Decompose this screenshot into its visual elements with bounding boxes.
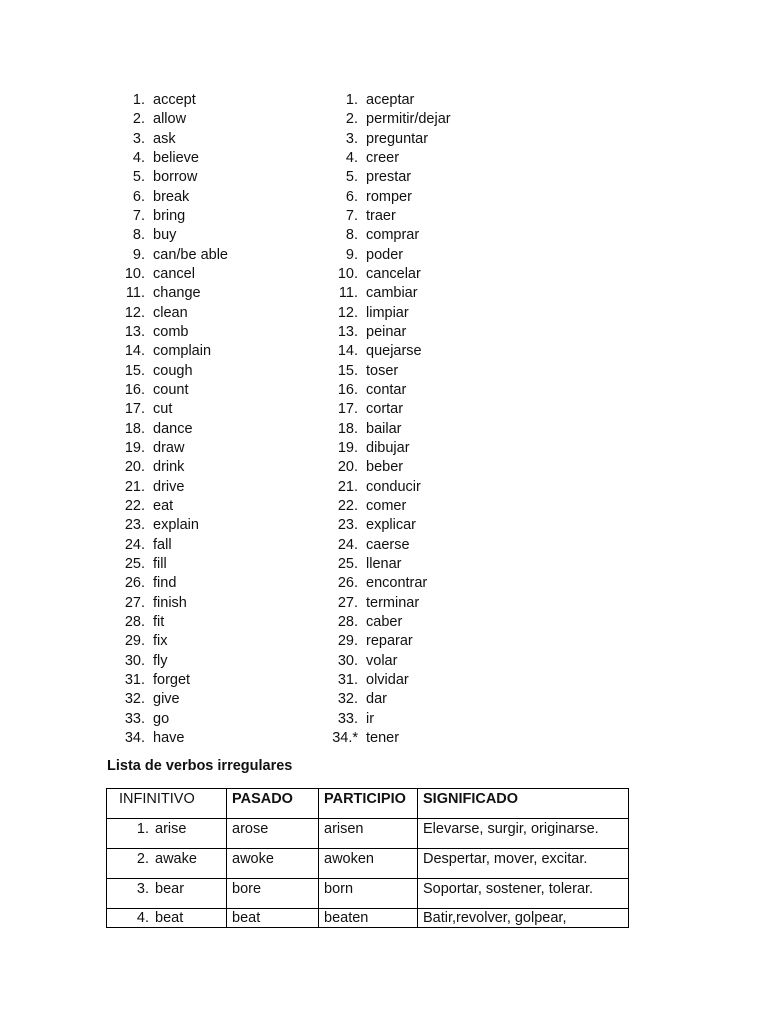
participle-cell: awoken (319, 849, 418, 879)
list-item-number: 4. (345, 149, 358, 166)
list-item-word: quejarse (366, 343, 422, 360)
list-item-number: 32. (124, 691, 145, 708)
header-past: PASADO (227, 789, 319, 819)
infinitive-word: bear (155, 881, 185, 897)
list-item-number: 29. (337, 633, 358, 650)
list-item-number: 27. (124, 594, 145, 611)
list-item-number: 24. (124, 536, 145, 553)
meaning-cell: Despertar, mover, excitar. (418, 849, 629, 879)
list-item-word: aceptar (366, 92, 415, 108)
list-item-number: 6. (345, 188, 358, 205)
list-item-number: 29. (124, 633, 145, 650)
infinitive-number: 1. (136, 821, 149, 837)
list-item-number: 24. (337, 536, 358, 553)
list-item-number: 2. (345, 111, 358, 128)
list-item-word: go (153, 710, 170, 727)
list-item-word: dar (366, 691, 387, 708)
participle-cell: born (319, 879, 418, 909)
list-item-word: fly (153, 652, 168, 669)
infinitive-word: beat (155, 910, 184, 926)
list-item-number: 8. (132, 227, 145, 244)
infinitive-cell (107, 879, 227, 909)
list-item-word: prestar (366, 169, 412, 186)
list-item-number: 5. (345, 169, 358, 186)
list-item-number: 10. (124, 265, 145, 282)
list-item-word: clean (153, 304, 188, 321)
table-row (107, 909, 629, 928)
meaning-cell: Batir,revolver, golpear, (418, 909, 629, 928)
list-item-number: 4. (132, 149, 145, 166)
list-item-number: 18. (337, 420, 358, 437)
past-cell: beat (227, 909, 319, 928)
list-item-word: caerse (366, 536, 410, 553)
list-item-word: cancel (153, 265, 195, 282)
list-item-number: 30. (124, 652, 145, 669)
list-item-number: 27. (337, 594, 358, 611)
list-item-number: 9. (132, 246, 145, 263)
past-cell: arose (227, 819, 319, 849)
list-item-number: 1. (132, 92, 145, 108)
list-item-number: 22. (337, 497, 358, 514)
irregular-verbs-table (106, 788, 629, 928)
list-item-number: 16. (124, 381, 145, 398)
participle-cell: beaten (319, 909, 418, 928)
list-item-word: cambiar (366, 285, 418, 302)
list-item-word: permitir/dejar (366, 111, 451, 128)
list-item-number: 26. (124, 575, 145, 592)
list-item-number: 10. (337, 265, 358, 282)
list-item-number: 14. (124, 343, 145, 360)
past-cell: bore (227, 879, 319, 909)
list-item-word: find (153, 575, 177, 592)
table-header-row (107, 789, 629, 819)
list-item-word: change (153, 285, 201, 302)
list-item-number: 6. (132, 188, 145, 205)
list-item-word: count (153, 381, 189, 398)
list-item-number: 34.* (332, 729, 358, 746)
list-item-number: 1. (345, 92, 358, 108)
list-item-word: terminar (366, 594, 420, 611)
list-item-number: 26. (337, 575, 358, 592)
infinitive-cell (107, 909, 227, 928)
list-item-number: 15. (337, 362, 358, 379)
list-item-word: fix (153, 633, 168, 650)
table-row (107, 879, 629, 909)
participle-cell: arisen (319, 819, 418, 849)
list-item-word: llenar (366, 555, 402, 572)
list-item-word: volar (366, 652, 398, 669)
list-item-word: romper (366, 188, 412, 205)
list-item-word: finish (153, 594, 187, 611)
list-item-word: beber (366, 459, 404, 476)
list-item-number: 25. (337, 555, 358, 572)
list-item-word: toser (366, 362, 399, 379)
list-item-number: 5. (132, 169, 145, 186)
list-item-number: 23. (124, 517, 145, 534)
infinitive-number: 3. (136, 881, 149, 897)
list-item-number: 33. (124, 710, 145, 727)
list-item-word: ir (366, 710, 375, 727)
list-item-number: 3. (132, 130, 145, 147)
list-item-word: dibujar (366, 439, 410, 456)
header-participle: PARTICIPIO (319, 789, 418, 819)
list-item-number: 31. (124, 671, 145, 688)
table-row (107, 849, 629, 879)
list-item-number: 9. (345, 246, 358, 263)
list-item-word: conducir (366, 478, 421, 495)
list-item-word: dance (153, 420, 193, 437)
list-item-word: contar (366, 381, 407, 398)
meaning-cell: Soportar, sostener, tolerar. (418, 879, 629, 909)
list-item-number: 11. (125, 285, 145, 302)
list-item-word: accept (153, 92, 196, 108)
list-item-word: peinar (366, 323, 407, 340)
list-item-number: 33. (337, 710, 358, 727)
list-item-word: believe (153, 149, 199, 166)
list-item-number: 31. (337, 671, 358, 688)
infinitive-number: 4. (136, 910, 149, 926)
list-item-word: comprar (366, 227, 420, 244)
past-cell: awoke (227, 849, 319, 879)
list-item-number: 11. (338, 285, 358, 302)
list-item-number: 21. (337, 478, 358, 495)
list-item-number: 30. (337, 652, 358, 669)
list-item-number: 7. (132, 207, 145, 224)
list-item-word: drink (153, 459, 185, 476)
list-item-word: preguntar (366, 130, 429, 147)
list-item-number: 3. (345, 130, 358, 147)
list-item-word: creer (366, 149, 400, 166)
list-item-word: bring (153, 207, 186, 224)
list-item-word: cough (153, 362, 193, 379)
infinitive-cell (107, 849, 227, 879)
list-item-word: draw (153, 439, 185, 456)
list-item-word: cancelar (366, 265, 421, 282)
list-item-number: 28. (124, 613, 145, 630)
list-item-number: 12. (337, 304, 358, 321)
list-item-word: bailar (366, 420, 402, 437)
list-item-number: 17. (124, 401, 145, 418)
list-item-word: cut (153, 401, 173, 418)
list-item-word: drive (153, 478, 185, 495)
list-item-word: encontrar (366, 575, 428, 592)
list-item-word: ask (153, 130, 176, 147)
list-item-number: 20. (124, 459, 145, 476)
infinitive-number: 2. (136, 851, 149, 867)
list-item-number: 19. (337, 439, 358, 456)
list-item-word: forget (153, 671, 191, 688)
list-item-word: explicar (366, 517, 416, 534)
list-item-number: 22. (124, 497, 145, 514)
list-item-word: borrow (153, 169, 198, 186)
list-item-word: eat (153, 497, 174, 514)
list-item-word: complain (153, 343, 212, 360)
list-item-number: 8. (345, 227, 358, 244)
list-item-word: break (153, 188, 190, 205)
list-item-word: fill (153, 555, 167, 572)
list-item-word: limpiar (366, 304, 409, 321)
header-infinitive: INFINITIVO (107, 789, 227, 819)
list-item-number: 23. (337, 517, 358, 534)
list-item-word: olvidar (366, 671, 409, 688)
list-item-number: 32. (337, 691, 358, 708)
list-item-word: comer (366, 497, 407, 514)
list-item-word: explain (153, 517, 199, 534)
list-item-word: caber (366, 613, 403, 630)
infinitive-cell (107, 819, 227, 849)
list-item-number: 17. (337, 401, 358, 418)
list-item-word: fit (153, 613, 165, 630)
list-item-word: tener (366, 729, 400, 746)
list-item-word: fall (153, 536, 172, 553)
irregular-verbs-title: Lista de verbos irregulares (107, 758, 293, 774)
infinitive-word: awake (155, 851, 197, 867)
list-item-word: can/be able (153, 246, 228, 263)
list-item-number: 2. (132, 111, 145, 128)
list-item-word: buy (153, 227, 177, 244)
list-item-number: 34. (124, 729, 145, 746)
list-item-number: 19. (124, 439, 145, 456)
list-item-number: 13. (337, 323, 358, 340)
list-item-word: have (153, 729, 185, 746)
list-item-word: traer (366, 207, 396, 224)
list-item-number: 18. (124, 420, 145, 437)
list-item-number: 28. (337, 613, 358, 630)
list-item-word: cortar (366, 401, 404, 418)
list-item-number: 20. (337, 459, 358, 476)
list-item-number: 7. (345, 207, 358, 224)
table-row (107, 819, 629, 849)
list-item-word: give (153, 691, 180, 708)
list-item-number: 12. (124, 304, 145, 321)
list-item-number: 21. (124, 478, 145, 495)
list-item-number: 14. (337, 343, 358, 360)
list-item-word: poder (366, 246, 404, 263)
list-item-word: comb (153, 323, 189, 340)
list-item-number: 13. (124, 323, 145, 340)
infinitive-word: arise (155, 821, 187, 837)
list-item-word: allow (153, 111, 187, 128)
header-meaning: SIGNIFICADO (418, 789, 629, 819)
list-item-number: 16. (337, 381, 358, 398)
list-item-number: 15. (124, 362, 145, 379)
meaning-cell: Elevarse, surgir, originarse. (418, 819, 629, 849)
list-item-word: reparar (366, 633, 413, 650)
list-item-number: 25. (124, 555, 145, 572)
